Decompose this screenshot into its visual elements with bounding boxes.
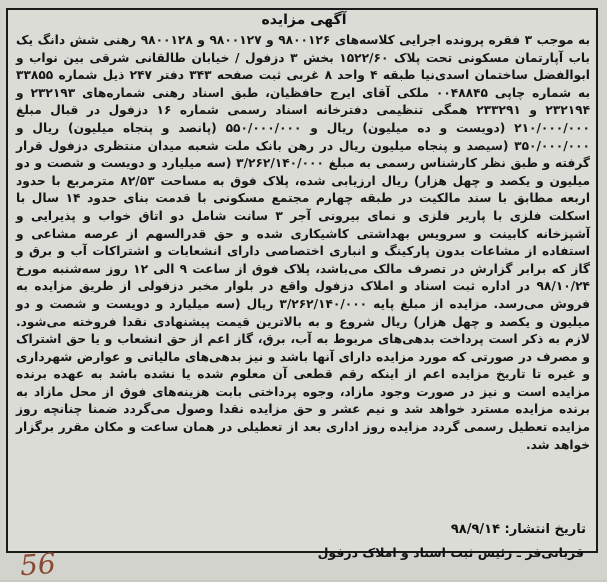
- notice-title: آگهی مزایده: [261, 12, 347, 28]
- notice-frame: [6, 8, 598, 560]
- publish-date: تاریخ انتشار: ۹۸/۹/۱۴: [450, 522, 586, 537]
- notice-body: به موجب ۳ فقره پرونده اجرایی کلاسه‌های ۹۸۰۰۱۲۶ و ۹۸۰۰۱۲۷ و ۹۸۰۰۱۲۸ رهنی شش دانگ یک باب آپارتمان مسکونی تحت پلاک ۱۵۲۲/۶۰ بخش ۳ دزفول / خیابان طالقانی شرقی بین نواب و ابوالفضل ساختمان اسدی‌نیا طبقه ۴ واحد ۸ غربی ثبت صفحه ۳۴۳ دفتر ۲۴۷ ذیل شماره ۳۳۸۵۵ به شماره چاپی ۰۰۴۸۸۴۵ ملکی آقای ایرج حافظیان، طبق اسناد رهنی شماره‌های ۲۳۲۱۹۳ و ۲۳۲۱۹۴ و ۲۳۳۲۹۱ همگی تنظیمی دفترخانه اسناد رسمی شماره ۱۶ دزفول در قبال مبلغ ۲۱۰/۰۰۰/۰۰۰ (دویست و ده میلیون) ریال و ۵۵۰/۰۰۰/۰۰۰ (پانصد و پنجاه میلیون) ریال و ۳۵۰/۰۰۰/۰۰۰ (سیصد و پنجاه میلیون ریال در رهن بانک ملت شعبه میدان منتظری دزفول قرار گرفته و طبق نظر کارشناس رسمی به مبلغ ۳/۲۶۲/۱۴۰/۰۰۰ (سه میلیارد و دویست و شصت و دو میلیون و یکصد و چهل هزار) ریال ارزیابی شده، پلاک فوق به مساحت ۸۲/۵۳ مترمربع با حدود اربعه مطابق با سند مالکیت در طبقه چهارم مجتمع مسکونی با قدمت بنای حدود ۱۴ سال با اسکلت فلزی با پاریر فلزی و نمای بیرونی آجر ۳ سانت شامل دو اتاق خواب و پذیرایی و آشپزخانه کابینت و سرویس بهداشتی کاشیکاری شده و حق قدرالسهم از عرصه مشاعی و استفاده از مشاعات بدون پارکینگ و انباری اختصاصی دارای انشعابات و اشتراکات آب و برق و گاز که برابر گزارش در تصرف مالک می‌باشد، پلاک فوق از ساعت ۹ الی ۱۲ روز سه‌شنبه مورخ ۹۸/۱۰/۲۴ در اداره ثبت اسناد و املاک دزفول واقع در بلوار مخبر دزفولی از طریق مزایده به فروش می‌رسد. مزایده از مبلغ پایه ۳/۲۶۲/۱۴۰/۰۰۰ ریال (سه میلیارد و دویست و شصت و دو میلیون و یکصد و چهل هزار) ریال شروع و به بالاترین قیمت پیشنهادی نقدا فروخته می‌شود. لازم به ذکر است پرداخت بدهی‌های مربوط به آب، برق، گاز اعم از حق انشعاب و یا حق اشتراک و مصرف در صورتی که مورد مزایده دارای آنها باشد و نیز بدهی‌های مالیاتی و عوارض شهرداری و غیره تا تاریخ مزایده اعم از اینکه رقم قطعی آن معلوم شده یا نشده باشد به عهده برنده مزایده است و نیز در صورت وجود مازاد، وجوه پرداختی بابت هزینه‌های فوق از محل مازاد به برنده مزایده مسترد خواهد شد و نیم عشر و حق مزایده نقدا وصول می‌گردد ضمنا چنانچه روز مزایده تعطیل رسمی گردد مزایده روز اداری بعد از تعطیلی در همان ساعت و مکان مقرر برگزار خواهد شد.: [16, 33, 591, 452]
- handwritten-number: 56: [18, 546, 57, 582]
- signature-line: قربانی‌فر ـ رئیس ثبت اسناد و املاک دزفول: [317, 545, 584, 560]
